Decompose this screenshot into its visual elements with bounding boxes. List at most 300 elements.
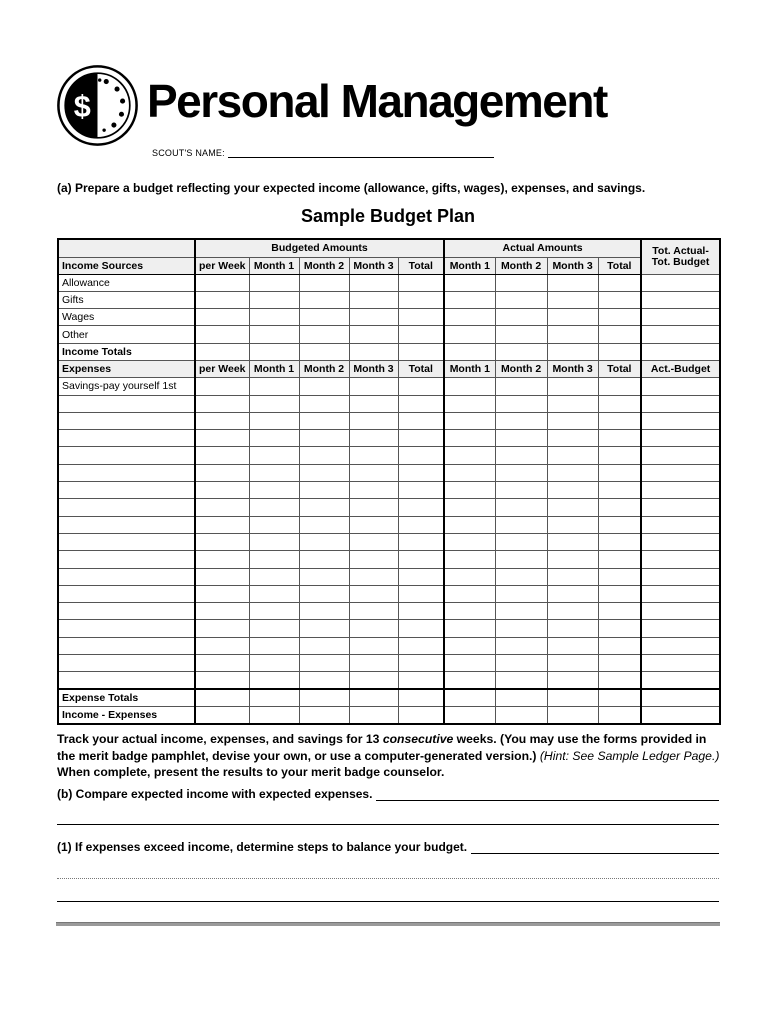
budget-cell[interactable] xyxy=(349,291,398,308)
budget-cell[interactable] xyxy=(195,395,249,412)
income-row xyxy=(58,291,720,308)
requirement-b1-answer-field[interactable] xyxy=(471,849,719,854)
budget-cell[interactable] xyxy=(641,326,720,343)
budget-cell[interactable] xyxy=(598,568,641,585)
requirement-a-text: (a) Prepare a budget reflecting your expected income (allowance, gifts, wages), expenses, and savings. xyxy=(57,181,646,195)
budget-cell[interactable] xyxy=(495,689,547,706)
budget-cell[interactable] xyxy=(444,655,495,672)
budget-cell[interactable] xyxy=(444,533,495,550)
budget-cell[interactable] xyxy=(495,655,547,672)
budget-cell[interactable] xyxy=(249,291,299,308)
budget-cell[interactable] xyxy=(495,447,547,464)
budget-cell[interactable] xyxy=(495,637,547,654)
budget-cell[interactable] xyxy=(299,430,349,447)
budget-cell[interactable] xyxy=(299,672,349,689)
budget-cell[interactable] xyxy=(598,637,641,654)
budget-cell[interactable] xyxy=(641,464,720,481)
budget-cell[interactable] xyxy=(349,378,398,395)
budget-cell[interactable] xyxy=(641,395,720,412)
budget-cell[interactable] xyxy=(641,533,720,550)
requirement-b1-label: (1) If expenses exceed income, determine steps to balance your budget. xyxy=(57,840,468,854)
budget-cell[interactable] xyxy=(398,309,444,326)
budget-cell[interactable] xyxy=(641,291,720,308)
row-label: Expense Totals xyxy=(58,689,195,706)
budget-cell[interactable] xyxy=(598,620,641,637)
expenses-col-header: Month 1 xyxy=(249,360,299,377)
col-header-month-2-actual: Month 2 xyxy=(495,257,547,274)
budget-cell[interactable] xyxy=(547,620,598,637)
budgeted-amounts-header: Budgeted Amounts xyxy=(195,239,444,257)
budget-cell[interactable] xyxy=(495,499,547,516)
budget-cell[interactable] xyxy=(444,464,495,481)
budget-cell[interactable] xyxy=(249,326,299,343)
budget-cell[interactable] xyxy=(398,343,444,360)
budget-cell[interactable] xyxy=(444,568,495,585)
budget-cell[interactable] xyxy=(547,309,598,326)
budget-cell[interactable] xyxy=(598,585,641,602)
budget-cell[interactable] xyxy=(299,482,349,499)
budget-cell[interactable] xyxy=(195,689,249,706)
budget-cell[interactable] xyxy=(495,706,547,723)
budget-cell[interactable] xyxy=(249,447,299,464)
budget-cell[interactable] xyxy=(495,551,547,568)
budget-cell[interactable] xyxy=(299,378,349,395)
scout-name-field[interactable] xyxy=(228,147,494,158)
budget-cell[interactable] xyxy=(641,309,720,326)
answer-line[interactable] xyxy=(57,878,719,879)
income-totals-row xyxy=(58,343,720,360)
expenses-col-header: Total xyxy=(398,360,444,377)
budget-cell[interactable] xyxy=(547,706,598,723)
budget-cell[interactable] xyxy=(349,309,398,326)
budget-cell[interactable] xyxy=(641,568,720,585)
budget-cell[interactable] xyxy=(299,706,349,723)
tracking-note-part4: (Hint: See Sample Ledger Page.) xyxy=(539,748,720,763)
budget-cell[interactable] xyxy=(495,378,547,395)
budget-cell[interactable] xyxy=(249,551,299,568)
budget-cell[interactable] xyxy=(444,516,495,533)
budget-cell[interactable] xyxy=(398,585,444,602)
budget-cell[interactable] xyxy=(195,585,249,602)
budget-cell[interactable] xyxy=(598,430,641,447)
budget-cell[interactable] xyxy=(195,551,249,568)
budget-cell[interactable] xyxy=(299,499,349,516)
budget-cell[interactable] xyxy=(641,585,720,602)
budget-cell[interactable] xyxy=(398,516,444,533)
budget-cell[interactable] xyxy=(547,585,598,602)
budget-cell[interactable] xyxy=(495,343,547,360)
budget-cell[interactable] xyxy=(495,533,547,550)
budget-cell[interactable] xyxy=(547,412,598,429)
budget-cell[interactable] xyxy=(249,603,299,620)
budget-cell[interactable] xyxy=(444,603,495,620)
budget-cell[interactable] xyxy=(598,689,641,706)
budget-cell[interactable] xyxy=(641,447,720,464)
budget-cell[interactable] xyxy=(249,706,299,723)
budget-cell[interactable] xyxy=(547,274,598,291)
expense-row xyxy=(58,637,720,654)
budget-cell[interactable] xyxy=(598,447,641,464)
budget-cell[interactable] xyxy=(249,516,299,533)
budget-cell[interactable] xyxy=(398,395,444,412)
budget-cell[interactable] xyxy=(249,499,299,516)
scout-name-row xyxy=(152,147,494,158)
budget-cell[interactable] xyxy=(195,620,249,637)
budget-cell[interactable] xyxy=(444,482,495,499)
budget-cell[interactable] xyxy=(249,568,299,585)
budget-cell[interactable] xyxy=(547,603,598,620)
budget-cell[interactable] xyxy=(598,464,641,481)
budget-cell[interactable] xyxy=(195,343,249,360)
budget-cell[interactable] xyxy=(495,568,547,585)
expenses-col-header: Month 3 xyxy=(547,360,598,377)
budget-cell[interactable] xyxy=(641,551,720,568)
budget-cell[interactable] xyxy=(547,343,598,360)
expenses-header-row xyxy=(58,360,720,377)
budget-cell[interactable] xyxy=(398,447,444,464)
expense-row xyxy=(58,533,720,550)
budget-cell[interactable] xyxy=(598,499,641,516)
col-header-month-2: Month 2 xyxy=(299,257,349,274)
budget-cell[interactable] xyxy=(547,326,598,343)
expense-row xyxy=(58,482,720,499)
budget-cell[interactable] xyxy=(495,291,547,308)
budget-cell[interactable] xyxy=(547,430,598,447)
budget-cell[interactable] xyxy=(195,568,249,585)
budget-cell[interactable] xyxy=(195,603,249,620)
budget-cell[interactable] xyxy=(444,291,495,308)
budget-cell[interactable] xyxy=(299,447,349,464)
budget-cell[interactable] xyxy=(299,655,349,672)
budget-cell[interactable] xyxy=(398,464,444,481)
budget-cell[interactable] xyxy=(598,412,641,429)
answer-line[interactable] xyxy=(57,901,719,902)
budget-cell[interactable] xyxy=(598,291,641,308)
budget-cell[interactable] xyxy=(598,655,641,672)
budget-cell[interactable] xyxy=(195,447,249,464)
budget-cell[interactable] xyxy=(349,274,398,291)
budget-cell[interactable] xyxy=(299,343,349,360)
budget-cell[interactable] xyxy=(249,309,299,326)
budget-cell[interactable] xyxy=(444,343,495,360)
budget-cell[interactable] xyxy=(195,533,249,550)
requirement-b-answer-field[interactable] xyxy=(376,796,719,801)
budget-cell[interactable] xyxy=(299,395,349,412)
budget-cell[interactable] xyxy=(444,551,495,568)
budget-cell[interactable] xyxy=(598,343,641,360)
budget-cell[interactable] xyxy=(249,274,299,291)
budget-cell[interactable] xyxy=(444,430,495,447)
budget-cell[interactable] xyxy=(249,343,299,360)
expenses-col-header: Month 2 xyxy=(495,360,547,377)
budget-cell[interactable] xyxy=(398,620,444,637)
budget-cell[interactable] xyxy=(495,516,547,533)
budget-cell[interactable] xyxy=(195,706,249,723)
budget-cell[interactable] xyxy=(349,412,398,429)
budget-cell[interactable] xyxy=(495,672,547,689)
budget-cell[interactable] xyxy=(598,395,641,412)
budget-cell[interactable] xyxy=(249,655,299,672)
budget-cell[interactable] xyxy=(495,412,547,429)
expense-row xyxy=(58,378,720,395)
budget-cell[interactable] xyxy=(349,430,398,447)
budget-cell[interactable] xyxy=(598,516,641,533)
budget-cell[interactable] xyxy=(398,274,444,291)
budget-cell[interactable] xyxy=(598,603,641,620)
budget-cell[interactable] xyxy=(349,620,398,637)
budget-cell[interactable] xyxy=(195,378,249,395)
budget-cell[interactable] xyxy=(398,706,444,723)
budget-cell[interactable] xyxy=(195,482,249,499)
budget-cell[interactable] xyxy=(299,533,349,550)
budget-cell[interactable] xyxy=(349,551,398,568)
budget-cell[interactable] xyxy=(444,637,495,654)
budget-cell[interactable] xyxy=(641,274,720,291)
budget-cell[interactable] xyxy=(349,516,398,533)
budget-cell[interactable] xyxy=(444,274,495,291)
row-label xyxy=(58,516,195,533)
budget-cell[interactable] xyxy=(299,585,349,602)
budget-cell[interactable] xyxy=(598,533,641,550)
budget-cell[interactable] xyxy=(641,343,720,360)
budget-cell[interactable] xyxy=(641,482,720,499)
budget-cell[interactable] xyxy=(444,309,495,326)
budget-cell[interactable] xyxy=(444,412,495,429)
budget-cell[interactable] xyxy=(249,395,299,412)
budget-cell[interactable] xyxy=(495,585,547,602)
budget-cell[interactable] xyxy=(547,637,598,654)
expenses-col-header: Total xyxy=(598,360,641,377)
budget-cell[interactable] xyxy=(398,672,444,689)
expense-row xyxy=(58,620,720,637)
budget-cell[interactable] xyxy=(349,482,398,499)
budget-cell[interactable] xyxy=(249,378,299,395)
budget-cell[interactable] xyxy=(349,689,398,706)
answer-line[interactable] xyxy=(57,824,719,825)
budget-cell[interactable] xyxy=(444,326,495,343)
budget-cell[interactable] xyxy=(349,343,398,360)
budget-cell[interactable] xyxy=(299,603,349,620)
budget-cell[interactable] xyxy=(299,464,349,481)
budget-cell[interactable] xyxy=(547,672,598,689)
budget-cell[interactable] xyxy=(641,430,720,447)
budget-cell[interactable] xyxy=(547,551,598,568)
budget-cell[interactable] xyxy=(598,378,641,395)
budget-cell[interactable] xyxy=(249,620,299,637)
budget-cell[interactable] xyxy=(444,672,495,689)
budget-cell[interactable] xyxy=(398,430,444,447)
actual-amounts-header: Actual Amounts xyxy=(444,239,641,257)
budget-cell[interactable] xyxy=(444,499,495,516)
budget-cell[interactable] xyxy=(195,309,249,326)
budget-cell[interactable] xyxy=(495,430,547,447)
budget-cell[interactable] xyxy=(249,689,299,706)
budget-cell[interactable] xyxy=(495,482,547,499)
budget-cell[interactable] xyxy=(598,274,641,291)
budget-cell[interactable] xyxy=(598,551,641,568)
budget-cell[interactable] xyxy=(349,499,398,516)
budget-cell[interactable] xyxy=(547,395,598,412)
budget-cell[interactable] xyxy=(398,603,444,620)
budget-cell[interactable] xyxy=(195,291,249,308)
budget-cell[interactable] xyxy=(444,706,495,723)
budget-cell[interactable] xyxy=(495,274,547,291)
page-bottom-divider xyxy=(56,922,720,926)
budget-cell[interactable] xyxy=(349,447,398,464)
budget-cell[interactable] xyxy=(641,499,720,516)
row-label xyxy=(58,637,195,654)
budget-cell[interactable] xyxy=(299,516,349,533)
budget-cell[interactable] xyxy=(641,603,720,620)
budget-cell[interactable] xyxy=(299,568,349,585)
budget-cell[interactable] xyxy=(398,482,444,499)
budget-table xyxy=(57,238,721,725)
budget-cell[interactable] xyxy=(249,412,299,429)
dollar-sign-glyph: $ xyxy=(73,89,91,124)
budget-cell[interactable] xyxy=(547,447,598,464)
budget-cell[interactable] xyxy=(547,378,598,395)
budget-cell[interactable] xyxy=(349,706,398,723)
budget-cell[interactable] xyxy=(398,378,444,395)
budget-cell[interactable] xyxy=(641,412,720,429)
budget-cell[interactable] xyxy=(398,655,444,672)
row-label xyxy=(58,499,195,516)
budget-cell[interactable] xyxy=(398,499,444,516)
budget-cell[interactable] xyxy=(398,568,444,585)
budget-cell[interactable] xyxy=(349,568,398,585)
budget-cell[interactable] xyxy=(349,637,398,654)
budget-cell[interactable] xyxy=(299,291,349,308)
budget-cell[interactable] xyxy=(195,655,249,672)
budget-cell[interactable] xyxy=(547,568,598,585)
budget-cell[interactable] xyxy=(195,326,249,343)
row-label xyxy=(58,585,195,602)
budget-cell[interactable] xyxy=(641,516,720,533)
col-header-per-week: per Week xyxy=(195,257,249,274)
budget-cell[interactable] xyxy=(249,482,299,499)
budget-cell[interactable] xyxy=(195,430,249,447)
expense-row xyxy=(58,655,720,672)
budget-cell[interactable] xyxy=(598,482,641,499)
budget-cell[interactable] xyxy=(195,464,249,481)
budget-cell[interactable] xyxy=(249,637,299,654)
budget-cell[interactable] xyxy=(249,533,299,550)
expenses-col-header: Month 1 xyxy=(444,360,495,377)
expense-row xyxy=(58,464,720,481)
row-label xyxy=(58,655,195,672)
budget-cell[interactable] xyxy=(641,672,720,689)
budget-cell[interactable] xyxy=(299,326,349,343)
budget-cell[interactable] xyxy=(195,499,249,516)
budget-cell[interactable] xyxy=(349,655,398,672)
budget-cell[interactable] xyxy=(299,620,349,637)
budget-cell[interactable] xyxy=(598,326,641,343)
budget-cell[interactable] xyxy=(398,637,444,654)
budget-cell[interactable] xyxy=(249,585,299,602)
row-label xyxy=(58,551,195,568)
budget-cell[interactable] xyxy=(641,689,720,706)
budget-cell[interactable] xyxy=(299,637,349,654)
budget-cell[interactable] xyxy=(598,706,641,723)
budget-cell[interactable] xyxy=(398,326,444,343)
budget-cell[interactable] xyxy=(249,430,299,447)
budget-cell[interactable] xyxy=(349,464,398,481)
budget-cell[interactable] xyxy=(495,620,547,637)
budget-cell[interactable] xyxy=(349,533,398,550)
col-header-total: Total xyxy=(398,257,444,274)
expense-row xyxy=(58,551,720,568)
budget-cell[interactable] xyxy=(444,585,495,602)
budget-cell[interactable] xyxy=(299,689,349,706)
budget-cell[interactable] xyxy=(547,464,598,481)
budget-cell[interactable] xyxy=(547,291,598,308)
budget-cell[interactable] xyxy=(398,533,444,550)
budget-cell[interactable] xyxy=(641,637,720,654)
expense-row xyxy=(58,395,720,412)
budget-cell[interactable] xyxy=(547,689,598,706)
budget-cell[interactable] xyxy=(444,378,495,395)
budget-cell[interactable] xyxy=(195,672,249,689)
budget-cell[interactable] xyxy=(444,447,495,464)
budget-cell[interactable] xyxy=(398,291,444,308)
budget-cell[interactable] xyxy=(349,603,398,620)
row-label xyxy=(58,672,195,689)
scout-name-label: SCOUT'S NAME: xyxy=(152,148,225,158)
budget-cell[interactable] xyxy=(598,309,641,326)
budget-cell[interactable] xyxy=(547,533,598,550)
budget-cell[interactable] xyxy=(444,620,495,637)
budget-cell[interactable] xyxy=(444,395,495,412)
budget-cell[interactable] xyxy=(495,395,547,412)
budget-cell[interactable] xyxy=(195,412,249,429)
budget-cell[interactable] xyxy=(299,309,349,326)
budget-cell[interactable] xyxy=(195,637,249,654)
budget-cell[interactable] xyxy=(349,326,398,343)
budget-cell[interactable] xyxy=(398,551,444,568)
blank-corner-cell xyxy=(58,239,195,257)
budget-cell[interactable] xyxy=(398,689,444,706)
expense-row xyxy=(58,585,720,602)
budget-cell[interactable] xyxy=(249,464,299,481)
budget-cell[interactable] xyxy=(598,672,641,689)
budget-cell[interactable] xyxy=(398,412,444,429)
budget-cell[interactable] xyxy=(547,516,598,533)
expense-row xyxy=(58,412,720,429)
budget-cell[interactable] xyxy=(641,706,720,723)
budget-cell[interactable] xyxy=(641,620,720,637)
tracking-note xyxy=(57,731,721,781)
budget-cell[interactable] xyxy=(249,672,299,689)
budget-cell[interactable] xyxy=(349,672,398,689)
budget-cell[interactable] xyxy=(495,326,547,343)
budget-cell[interactable] xyxy=(349,585,398,602)
budget-cell[interactable] xyxy=(641,378,720,395)
budget-cell[interactable] xyxy=(349,395,398,412)
budget-cell[interactable] xyxy=(547,499,598,516)
budget-cell[interactable] xyxy=(547,482,598,499)
budget-cell[interactable] xyxy=(495,309,547,326)
budget-cell[interactable] xyxy=(495,464,547,481)
budget-cell[interactable] xyxy=(495,603,547,620)
budget-cell[interactable] xyxy=(641,655,720,672)
budget-cell[interactable] xyxy=(299,412,349,429)
budget-cell[interactable] xyxy=(195,516,249,533)
budget-cell[interactable] xyxy=(299,274,349,291)
budget-cell[interactable] xyxy=(195,274,249,291)
budget-cell[interactable] xyxy=(299,551,349,568)
budget-cell[interactable] xyxy=(547,655,598,672)
budget-cell[interactable] xyxy=(444,689,495,706)
